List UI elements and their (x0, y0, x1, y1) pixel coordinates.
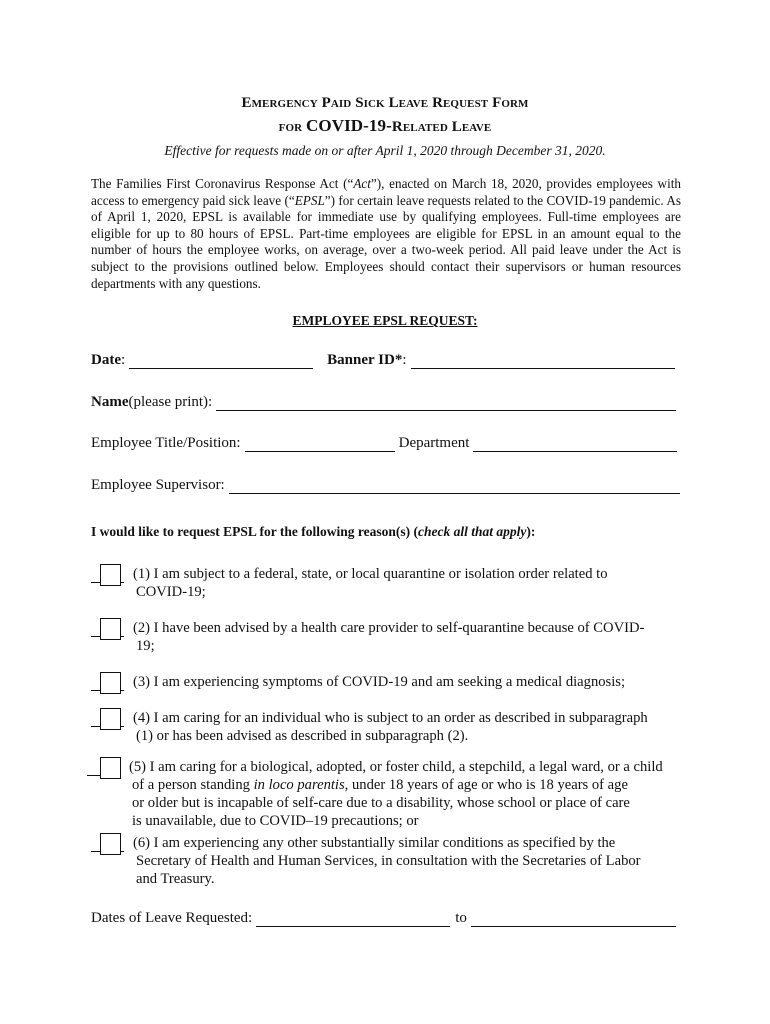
intro-text-3: ”) for certain leave requests related to the COVID-19 pandemic. As of April 1, 2020, EPSL is available for immediate use by qualifying employees. Full-time employees are eligible for up to 80 hours of EPSL. Part-time employees are eligible for EPSL in an amount equal to the number of hours the employee works, on average, over a two-week period. All paid leave under the Act is subject to the provisions outlined below. Employees should contact their supervisors or human resources departments with any questions. (91, 192, 681, 291)
checkbox-box (100, 564, 121, 586)
supervisor-label: Employee Supervisor: (91, 477, 225, 493)
form-title-line1 (0, 95, 770, 112)
reason-5-line2 (129, 776, 689, 794)
checkbox-box (100, 672, 121, 694)
reason-3-checkbox[interactable] (91, 673, 124, 693)
intro-epsl: EPSL (294, 192, 325, 208)
reason-3-text (133, 673, 693, 691)
supervisor-field[interactable] (229, 481, 680, 494)
reason-5-checkbox[interactable] (87, 758, 120, 778)
end-date-field[interactable] (471, 914, 676, 927)
intro-text-1: The Families First Coronavirus Response Act (“ (91, 176, 354, 191)
checkbox-box (100, 708, 121, 730)
reason-4-line1: (4) I am caring for an individual who is subject to an order as described in subparagraph (133, 710, 648, 726)
dates-to-label: to (455, 910, 467, 926)
reason-2-line1: (2) I have been advised by a health care provider to self-quarantine because of COVID- (133, 620, 645, 636)
reason-2-checkbox[interactable] (91, 619, 124, 639)
supervisor-row (91, 477, 683, 494)
title-covid: COVID-19- (306, 116, 392, 135)
reason-6-checkbox[interactable] (91, 834, 124, 854)
reason-2-text (133, 619, 693, 655)
dates-label: Dates of Leave Requested: (91, 910, 253, 926)
name-row (91, 394, 683, 411)
intro-act: Act (353, 176, 371, 191)
reason-5-line2b: , under 18 years of age or who is 18 years of age (344, 777, 628, 793)
department-field[interactable] (473, 439, 677, 452)
reason-6-line2: Secretary of Health and Human Services, in consultation with the Secretaries of Labor (136, 853, 641, 869)
reason-4-text (133, 709, 693, 745)
reason-2-line2: 19; (136, 638, 155, 654)
reason-1-line2: COVID-19; (136, 584, 206, 600)
reason-5-line2-italic: in loco parentis (253, 777, 345, 793)
reason-6-line1: (6) I am experiencing any other substantially similar conditions as specified by the (133, 835, 616, 851)
reason-6-text (133, 834, 693, 888)
date-field[interactable] (129, 356, 313, 369)
checkbox-box (100, 618, 121, 640)
department-label: Department (398, 435, 470, 451)
banner-id-label: Banner ID* (327, 352, 403, 368)
date-banner-row (91, 352, 683, 369)
banner-colon: : (402, 352, 407, 368)
title-for: for (278, 119, 306, 135)
reason-5-line2a: of a person standing (132, 777, 254, 793)
reason-4-line2: (1) or has been advised as described in subparagraph (2). (136, 728, 469, 744)
checkbox-box (100, 833, 121, 855)
checkbox-box (100, 757, 121, 779)
reasons-heading (91, 524, 535, 540)
title-related-leave: Related Leave (391, 119, 492, 135)
title-position-field[interactable] (245, 439, 395, 452)
name-label: Name (91, 394, 129, 410)
dates-of-leave-row (91, 910, 676, 927)
banner-label-wrap (327, 352, 406, 369)
title-department-row (91, 435, 683, 452)
form-title-line2 (0, 116, 770, 136)
date-colon: : (121, 352, 126, 368)
title-text: Emergency Paid Sick Leave Request Form (241, 95, 529, 111)
start-date-field[interactable] (256, 914, 450, 927)
name-field[interactable] (216, 398, 676, 411)
reason-5-line3: or older but is incapable of self-care due to a disability, whose school or place of care (132, 795, 630, 811)
reason-5-line1: (5) I am caring for a biological, adopted, or foster child, a stepchild, a legal ward, or a child (129, 759, 663, 775)
reason-1-text (133, 565, 693, 601)
reason-5-line4: is unavailable, due to COVID–19 precautions; or (132, 813, 419, 829)
title-position-label: Employee Title/Position: (91, 435, 241, 451)
name-hint: (please print): (128, 394, 213, 410)
banner-id-field[interactable] (411, 356, 675, 369)
reason-3-line1: (3) I am experiencing symptoms of COVID-19 and am seeking a medical diagnosis; (133, 674, 626, 690)
effective-dates-note: Effective for requests made on or after April 1, 2020 through December 31, 2020. (164, 143, 606, 158)
section-heading: EMPLOYEE EPSL REQUEST: (292, 313, 478, 328)
reason-5-text (129, 758, 689, 830)
date-label: Date (91, 352, 121, 368)
reasons-heading-text: I would like to request EPSL for the following reason(s) ( (91, 524, 419, 539)
reason-4-checkbox[interactable] (91, 709, 124, 729)
reason-1-line1: (1) I am subject to a federal, state, or local quarantine or isolation order related to (133, 566, 608, 582)
reasons-heading-end: ): (526, 524, 536, 539)
reason-6-line3: and Treasury. (136, 871, 215, 887)
reason-1-checkbox[interactable] (91, 565, 124, 585)
intro-text-2: ”), enacted on March 18, 2020, provides employees with access to emergency paid sick leave (“ (91, 176, 681, 208)
reasons-heading-italic: check all that apply (418, 524, 527, 539)
intro-paragraph (91, 176, 681, 292)
